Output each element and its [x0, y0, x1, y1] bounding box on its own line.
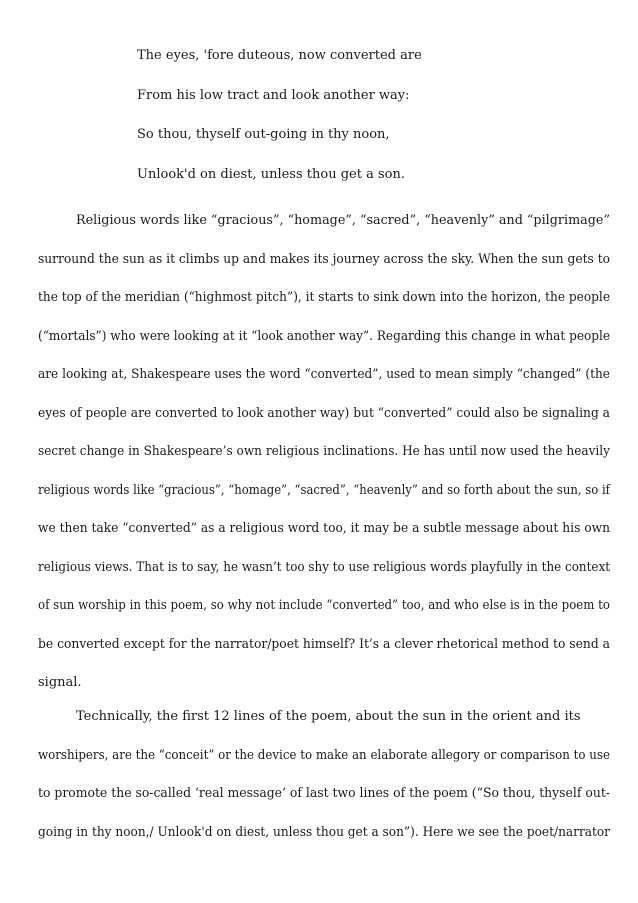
paragraph-line: be converted except for the narrator/poet himself? It’s a clever rhetorical method to send a	[38, 636, 610, 652]
paragraph-line: Technically, the first 12 lines of the poem, about the sun in the orient and its	[76, 709, 581, 724]
paragraph-line: we then take “converted” as a religious word too, it may be a subtle message about his own	[38, 521, 610, 536]
poem-quote	[137, 48, 638, 206]
verse-line: The eyes, 'fore duteous, now converted are	[137, 48, 422, 63]
paragraph-line: the top of the meridian (“highmost pitch”), it starts to sink down into the horizon, the people	[38, 290, 610, 305]
paragraph-line: Religious words like “gracious”, “homage”, “sacred”, “heavenly” and “pilgrimage”	[76, 213, 610, 228]
paragraph-line: signal.	[38, 675, 82, 690]
paragraph-line: religious words like “gracious”, “homage”, “sacred”, “heavenly” and so forth about the sun, so if	[38, 482, 610, 498]
verse-line: From his low tract and look another way:	[137, 87, 410, 103]
verse-line: So thou, thyself out-going in thy noon,	[137, 127, 390, 142]
paragraph-line: to promote the so-called ‘real message’ of last two lines of the poem (“So thou, thyself out-	[38, 786, 610, 801]
verse-line: Unlook'd on diest, unless thou get a son.	[137, 166, 405, 182]
paragraph-line: are looking at, Shakespeare uses the word “converted”, used to mean simply “changed” (the	[38, 367, 610, 382]
paragraph-line: going in thy noon,/ Unlook'd on diest, unless thou get a son”). Here we see the poet/narrator	[38, 824, 610, 840]
paragraph-line: religious views. That is to say, he wasn’t too shy to use religious words playfully in the context	[38, 559, 610, 575]
paragraph-line: worshipers, are the “conceit” or the device to make an elaborate allegory or comparison to use	[38, 747, 610, 763]
paragraph-line: eyes of people are converted to look another way) but “converted” could also be signaling a	[38, 405, 610, 421]
paragraph-line: surround the sun as it climbs up and makes its journey across the sky. When the sun gets to	[38, 251, 610, 267]
paragraph-line: of sun worship in this poem, so why not include “converted” too, and who else is in the poem to	[38, 598, 610, 613]
paragraph-line: secret change in Shakespeare’s own religious inclinations. He has until now used the heavily	[38, 444, 610, 459]
paragraph-line: (“mortals”) who were looking at it “look another way”. Regarding this change in what people	[38, 328, 610, 344]
